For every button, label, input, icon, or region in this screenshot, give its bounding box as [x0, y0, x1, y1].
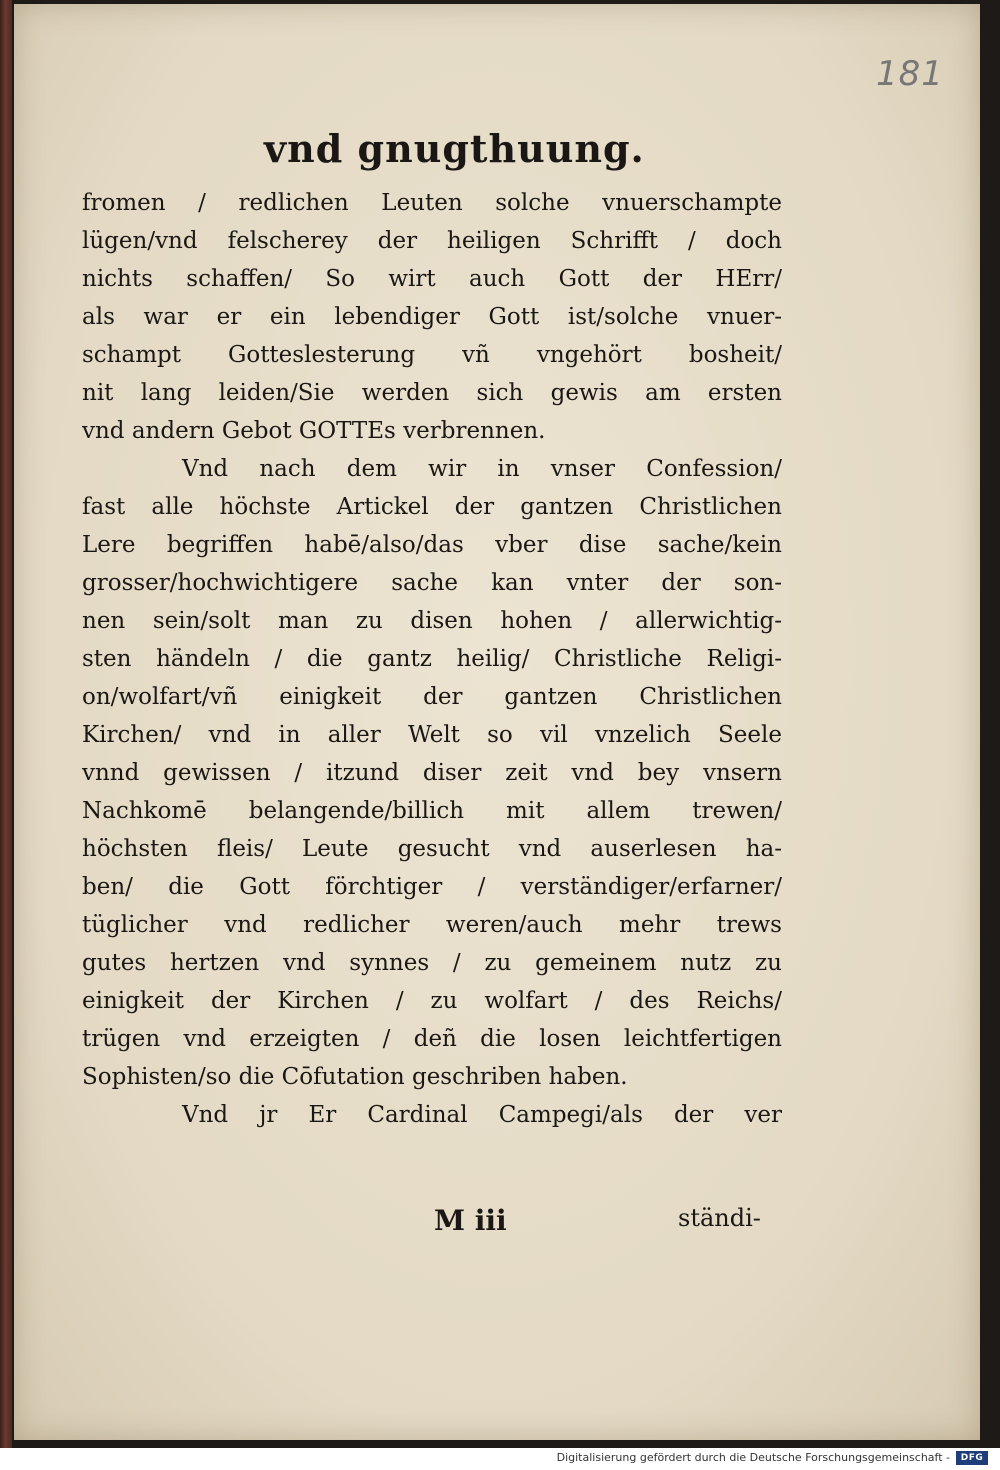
text-line: Vnd nach dem wir in vnser Confession/	[182, 456, 782, 482]
text-line: nit lang leiden/Sie werden sich gewis am ersten	[82, 380, 782, 406]
text-line: fromen / redlichen Leuten solche vnuerschampte	[82, 190, 782, 216]
signature-line	[82, 1204, 782, 1244]
text-line: gutes hertzen vnd synnes / zu gemeinem nutz zu	[82, 950, 782, 976]
text-line: fast alle höchste Artickel der gantzen Christlichen	[82, 494, 782, 520]
text-line: grosser/hochwichtigere sache kan vnter der son-	[82, 570, 782, 596]
text-line: Kirchen/ vnd in aller Welt so vil vnzelich Seele	[82, 722, 782, 748]
text-line: lügen/vnd felscherey der heiligen Schrifft / doch	[82, 228, 782, 254]
footer-credit: Digitalisierung gefördert durch die Deutsche Forschungsgemeinschaft -	[556, 1451, 950, 1464]
text-line: nichts schaffen/ So wirt auch Gott der HErr/	[82, 266, 782, 292]
running-head: vnd gnugthuung.	[264, 126, 645, 171]
footer-bar	[0, 1448, 1000, 1470]
text-line: vnnd gewissen / itzund diser zeit vnd bey vnsern	[82, 760, 782, 786]
text-line: als war er ein lebendiger Gott ist/solche vnuer-	[82, 304, 782, 330]
text-line: ben/ die Gott förchtiger / verständiger/erfarner/	[82, 874, 782, 900]
text-line: Nachkomē belangende/billich mit allem trewen/	[82, 798, 782, 824]
text-line: einigkeit der Kirchen / zu wolfart / des Reichs/	[82, 988, 782, 1014]
signature-mark: M iii	[434, 1204, 507, 1237]
text-line: vnd andern Gebot GOTTEs verbrennen.	[82, 418, 546, 444]
text-line: trügen vnd erzeigten / deñ die losen leichtfertigen	[82, 1026, 782, 1052]
text-line: schampt Gotteslesterung vñ vngehört bosheit/	[82, 342, 782, 368]
text-line: on/wolfart/vñ einigkeit der gantzen Christlichen	[82, 684, 782, 710]
text-line: tüglicher vnd redlicher weren/auch mehr trews	[82, 912, 782, 938]
page-sheet	[14, 4, 980, 1440]
text-line: Vnd jr Er Cardinal Campegi/als der ver	[182, 1102, 782, 1128]
text-line: nen sein/solt man zu disen hohen / allerwichtig-	[82, 608, 782, 634]
folio-number: 181	[876, 54, 944, 94]
text-line: höchsten fleis/ Leute gesucht vnd auserlesen ha-	[82, 836, 782, 862]
catchword: ständi-	[678, 1204, 761, 1232]
text-line: Sophisten/so die Cōfutation geschriben haben.	[82, 1064, 628, 1090]
dfg-logo-icon: DFG	[956, 1451, 988, 1465]
book-binding-edge	[0, 0, 12, 1448]
text-line: sten händeln / die gantz heilig/ Christliche Religi-	[82, 646, 782, 672]
text-line: Lere begriffen habē/also/das vber dise sache/kein	[82, 532, 782, 558]
